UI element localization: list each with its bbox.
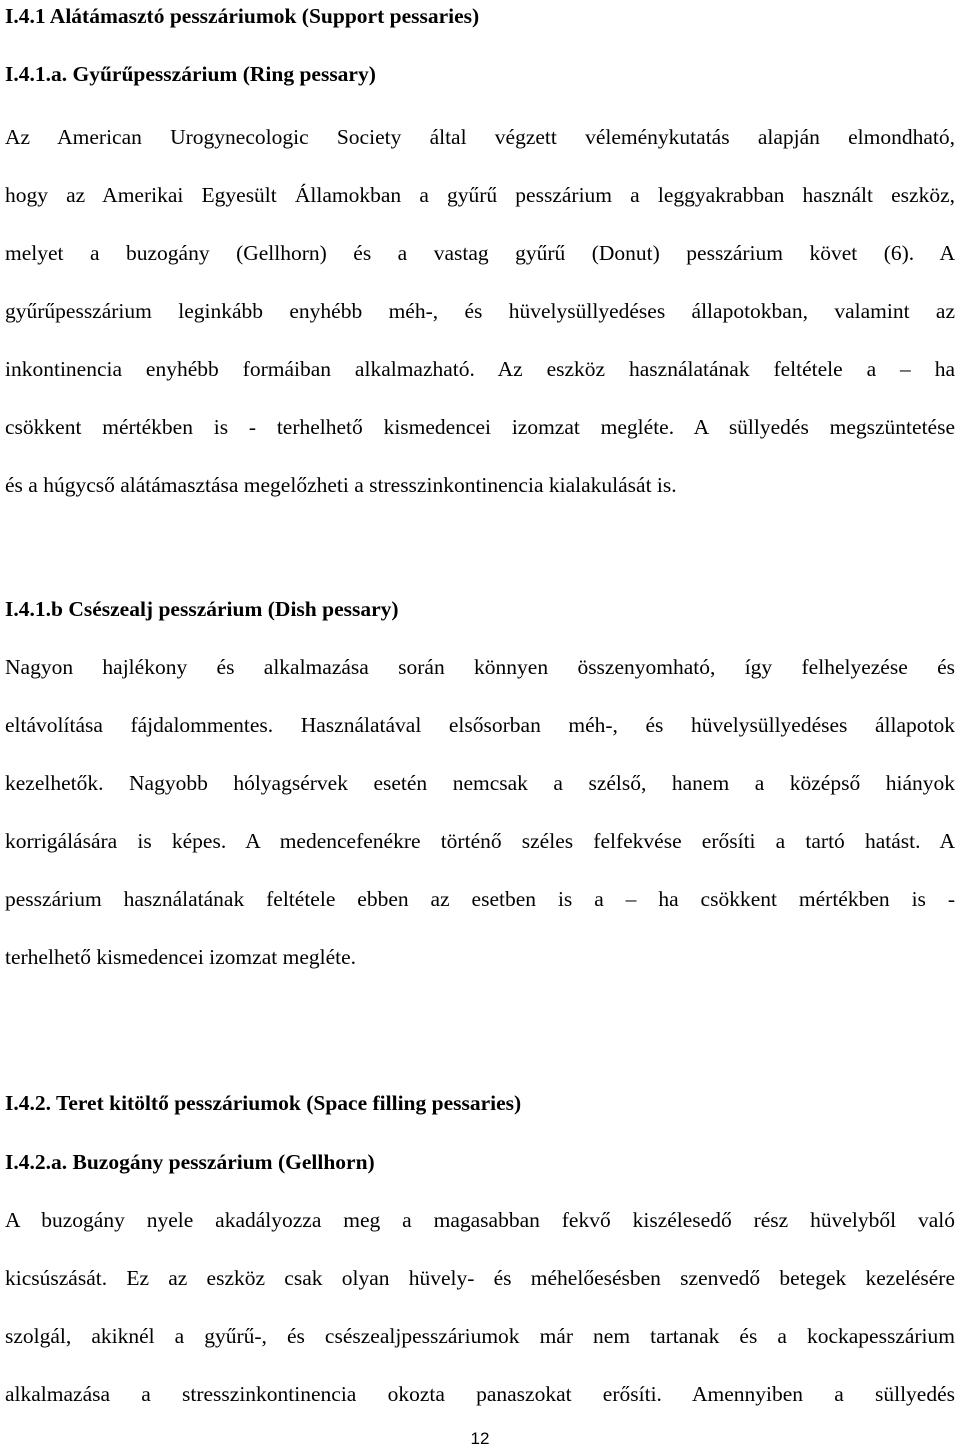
text-line: terhelhető kismedencei izomzat megléte. [5, 945, 357, 969]
subsection-heading: I.4.2.a. Buzogány pesszárium (Gellhorn) [5, 1150, 375, 1174]
text-line: szolgál, akiknél a gyűrű-, és csészealjpesszáriumok már nem tartanak és a kockapesszárium [5, 1324, 955, 1348]
text-line: és a húgycső alátámasztása megelőzheti a stresszinkontinencia kialakulását is. [5, 473, 677, 497]
text-line: eltávolítása fájdalommentes. Használatával elsősorban méh-, és hüvelysüllyedéses állapotok [5, 713, 955, 737]
text-line: gyűrűpesszárium leginkább enyhébb méh-, és hüvelysüllyedéses állapotokban, valamint az [5, 299, 955, 323]
text-line: csökkent mértékben is - terhelhető kismedencei izomzat megléte. A süllyedés megszüntetése [5, 415, 955, 439]
text-line: kicsúszását. Ez az eszköz csak olyan hüvely- és méhelőesésben szenvedő betegek kezelésére [5, 1266, 955, 1290]
text-line: Az American Urogynecologic Society által végzett véleménykutatás alapján elmondható, [5, 125, 955, 149]
text-line: Nagyon hajlékony és alkalmazása során könnyen összenyomható, így felhelyezése és [5, 655, 955, 679]
subsection-heading: I.4.1.a. Gyűrűpesszárium (Ring pessary) [5, 62, 376, 86]
text-line: A buzogány nyele akadályozza meg a magasabban fekvő kiszélesedő rész hüvelyből való [5, 1208, 955, 1232]
text-line: hogy az Amerikai Egyesült Államokban a gyűrű pesszárium a leggyakrabban használt eszköz, [5, 183, 955, 207]
text-line: inkontinencia enyhébb formáiban alkalmazható. Az eszköz használatának feltétele a – ha [5, 357, 955, 381]
text-line: pesszárium használatának feltétele ebben az esetben is a – ha csökkent mértékben is - [5, 887, 955, 911]
section-heading: I.4.2. Teret kitöltő pesszáriumok (Space filling pessaries) [5, 1091, 522, 1115]
section-heading: I.4.1 Alátámasztó pesszáriumok (Support pessaries) [5, 4, 480, 28]
text-line: kezelhetők. Nagyobb hólyagsérvek esetén nemcsak a szélső, hanem a középső hiányok [5, 771, 955, 795]
text-line: korrigálására is képes. A medencefenékre történő széles felfekvése erősíti a tartó hatást. A [5, 829, 955, 853]
subsection-heading: I.4.1.b Csészealj pesszárium (Dish pessary) [5, 597, 399, 621]
text-line: alkalmazása a stresszinkontinencia okozta panaszokat erősíti. Amennyiben a süllyedés [5, 1382, 955, 1406]
page-number: 12 [470, 1429, 490, 1448]
text-line: melyet a buzogány (Gellhorn) és a vastag gyűrű (Donut) pesszárium követ (6). A [5, 241, 955, 265]
